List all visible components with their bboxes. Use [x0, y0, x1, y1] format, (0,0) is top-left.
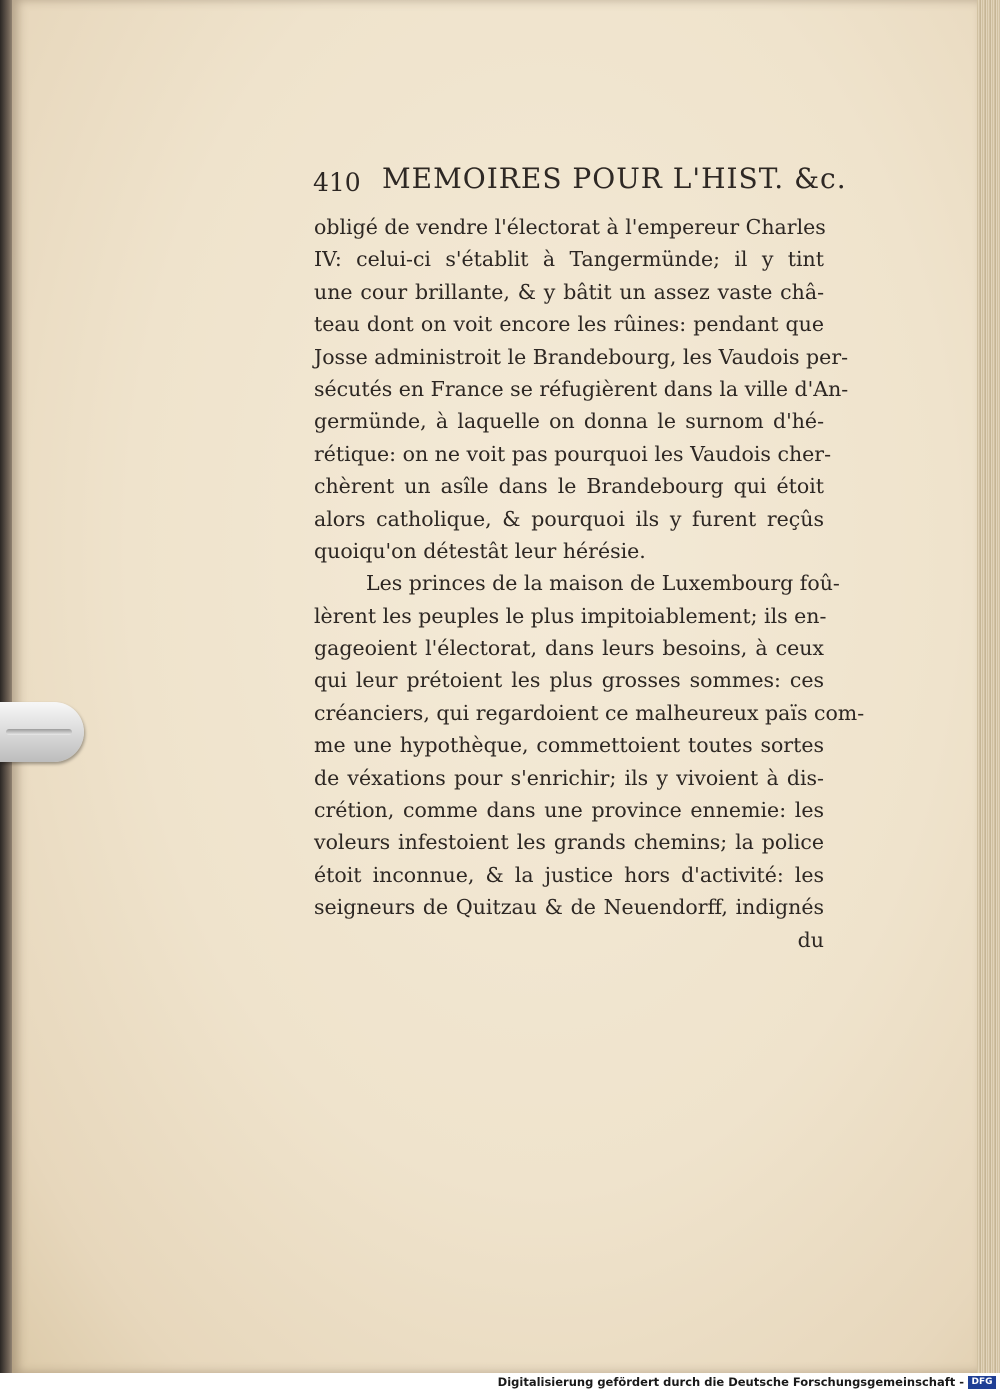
running-title: MEMOIRES POUR L'HIST. &c. — [382, 162, 847, 195]
dfg-logo[interactable]: DFG — [968, 1376, 996, 1389]
text-line: chèrent un asîle dans le Brandebourg qui étoit — [314, 474, 824, 499]
text-line: obligé de vendre l'électorat à l'empereur Charles — [314, 215, 826, 239]
text-line: germünde, à laquelle on donna le surnom d'hé- — [314, 409, 824, 434]
footer-bar — [0, 1373, 1000, 1393]
text-line: IV: celui-ci s'établit à Tangermünde; il y tint — [314, 247, 824, 272]
text-line: lèrent les peuples le plus impitoiablement; ils en- — [314, 603, 827, 628]
text-line: quoiqu'on détestât leur hérésie. — [314, 538, 646, 563]
funding-credit: Digitalisierung gefördert durch die Deutsche Forschungsgemeinschaft - — [497, 1375, 964, 1389]
page-header — [313, 160, 847, 202]
page-number: 410 — [313, 168, 361, 197]
text-line: Josse administroit le Brandebourg, les Vaudois per- — [314, 344, 849, 369]
page-clip — [0, 702, 84, 762]
text-line: étoit inconnue, & la justice hors d'activité: les — [314, 862, 824, 887]
text-line: voleurs infestoient les grands chemins; la police — [314, 830, 824, 855]
text-line: gageoient l'électorat, dans leurs besoins, à ceux — [314, 636, 824, 661]
text-line: seigneurs de Quitzau & de Neuendorff, indignés — [314, 895, 824, 920]
catchword: du — [797, 927, 824, 952]
page-clip-groove — [6, 729, 72, 735]
text-line: Les princes de la maison de Luxembourg foû- — [366, 571, 840, 596]
body-text — [314, 211, 865, 956]
text-line: qui leur prétoient les plus grosses sommes: ces — [314, 668, 824, 693]
text-line: de véxations pour s'enrichir; ils y vivoient à dis- — [314, 765, 824, 790]
text-line: créanciers, qui regardoient ce malheureux païs com- — [314, 700, 865, 725]
text-line: une cour brillante, & y bâtit un assez vaste châ- — [314, 279, 824, 304]
text-line: alors catholique, & pourquoi ils y furent reçûs — [314, 506, 824, 531]
text-line: crétion, comme dans une province ennemie: les — [314, 798, 824, 823]
page-stack-edge — [977, 0, 1000, 1373]
text-line: teau dont on voit encore les rûines: pendant que — [314, 312, 824, 337]
text-line: sécutés en France se réfugièrent dans la ville d'An- — [314, 376, 849, 401]
text-line: rétique: on ne voit pas pourquoi les Vaudois cher- — [314, 441, 832, 466]
text-line: me une hypothèque, commettoient toutes sortes — [314, 733, 824, 758]
